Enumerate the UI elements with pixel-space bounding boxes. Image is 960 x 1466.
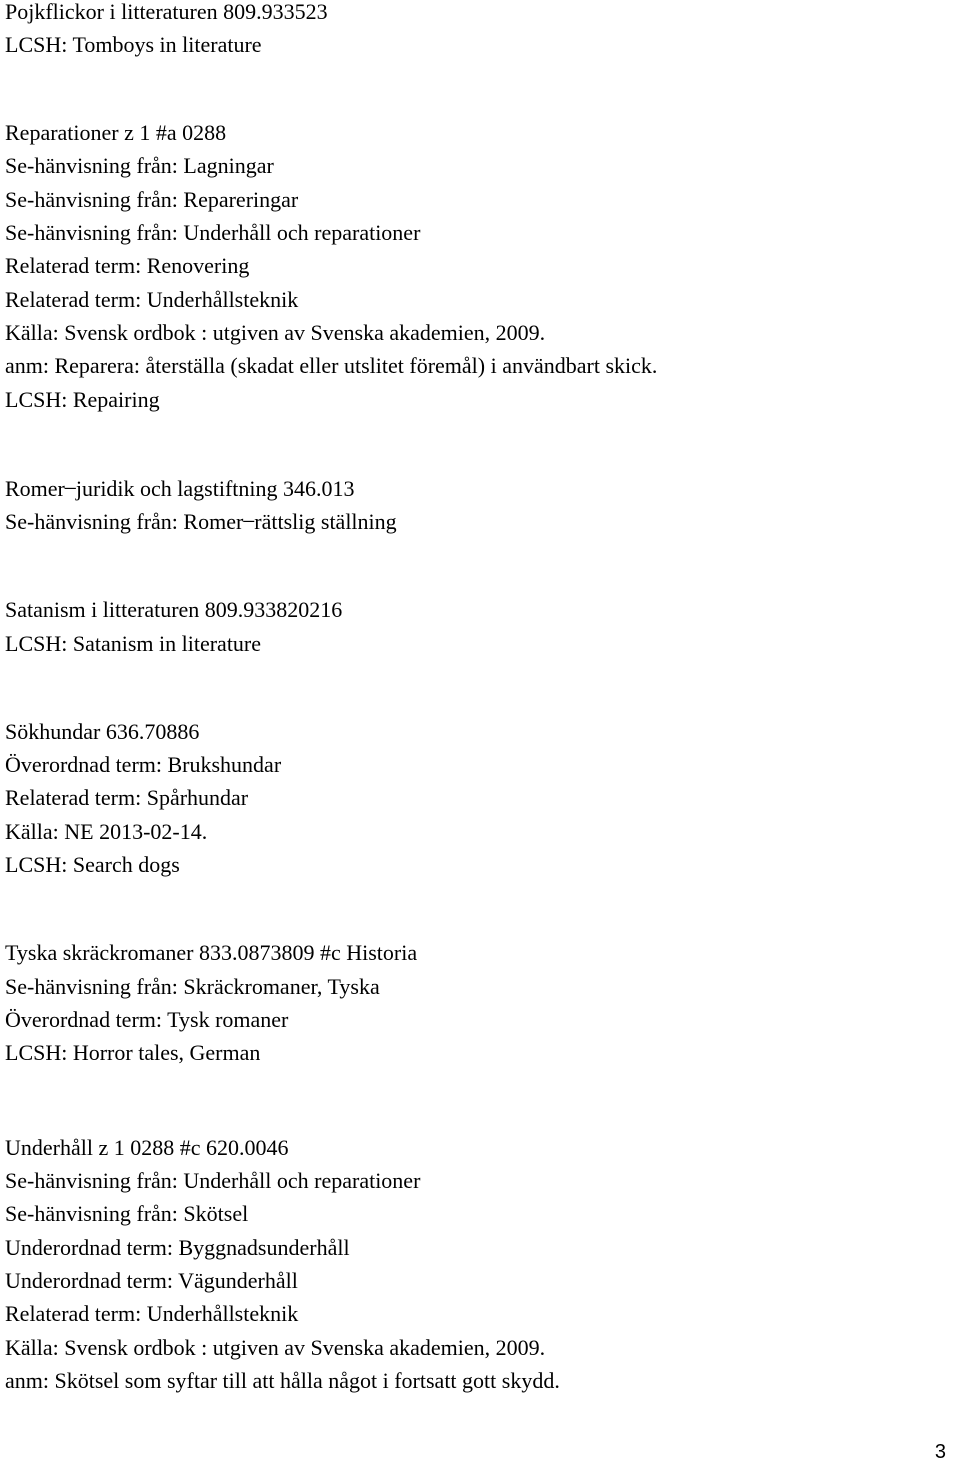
- entry-line: Se-hänvisning från: Repareringar: [5, 187, 299, 212]
- entry-line: Relaterad term: Underhållsteknik: [5, 1301, 299, 1326]
- entry-line: Överordnad term: Tysk romaner: [5, 1007, 289, 1032]
- entry-heading-satanism: Satanism i litteraturen 809.933820216: [5, 597, 343, 622]
- entry-line: Se-hänvisning från: Skräckromaner, Tyska: [5, 974, 380, 999]
- entry-line: LCSH: Repairing: [5, 387, 160, 412]
- entry-line: Källa: Svensk ordbok : utgiven av Svenska akademien, 2009.: [5, 320, 546, 345]
- entry-heading-reparationer: Reparationer z 1 #a 0288: [5, 120, 227, 145]
- entry-line: Underordnad term: Vägunderhåll: [5, 1268, 298, 1293]
- entry-line: Relaterad term: Renovering: [5, 253, 250, 278]
- entry-line: Överordnad term: Brukshundar: [5, 752, 282, 777]
- page-number: 3: [934, 1441, 946, 1463]
- entry-line: Underordnad term: Byggnadsunderhåll: [5, 1235, 350, 1260]
- entry-heading-underhall: Underhåll z 1 0288 #c 620.0046: [5, 1135, 289, 1160]
- entry-line: LCSH: Satanism in literature: [5, 631, 262, 656]
- entry-line: Källa: Svensk ordbok : utgiven av Svenska akademien, 2009.: [5, 1335, 546, 1360]
- entry-line: Relaterad term: Underhållsteknik: [5, 287, 299, 312]
- entry-line: LCSH: Search dogs: [5, 852, 180, 877]
- entry-line: Se-hänvisning från: Skötsel: [5, 1201, 249, 1226]
- entry-line: Se-hänvisning från: Lagningar: [5, 153, 274, 178]
- entry-line: LCSH: Horror tales, German: [5, 1040, 261, 1065]
- entry-line: LCSH: Tomboys in literature: [5, 32, 262, 57]
- entry-line: Se-hänvisning från: Romer ̶ rättslig ställning: [5, 509, 397, 534]
- entry-line: Källa: NE 2013-02-14.: [5, 819, 208, 844]
- entry-line: anm: Reparera: återställa (skadat eller utslitet föremål) i användbart skick.: [5, 353, 658, 378]
- entry-line: Relaterad term: Spårhundar: [5, 785, 249, 810]
- entry-line: Se-hänvisning från: Underhåll och reparationer: [5, 1168, 421, 1193]
- entry-line: Se-hänvisning från: Underhåll och reparationer: [5, 220, 421, 245]
- entry-heading-sokhundar: Sökhundar 636.70886: [5, 719, 200, 744]
- entry-line: anm: Skötsel som syftar till att hålla något i fortsatt gott skydd.: [5, 1368, 560, 1393]
- entry-heading-pojkflickor: Pojkflickor i litteraturen 809.933523: [5, 0, 328, 24]
- entry-heading-romer: Romer ̶ juridik och lagstiftning 346.013: [5, 476, 355, 501]
- entry-heading-tyska-skrackromaner: Tyska skräckromaner 833.0873809 #c Historia: [5, 940, 418, 965]
